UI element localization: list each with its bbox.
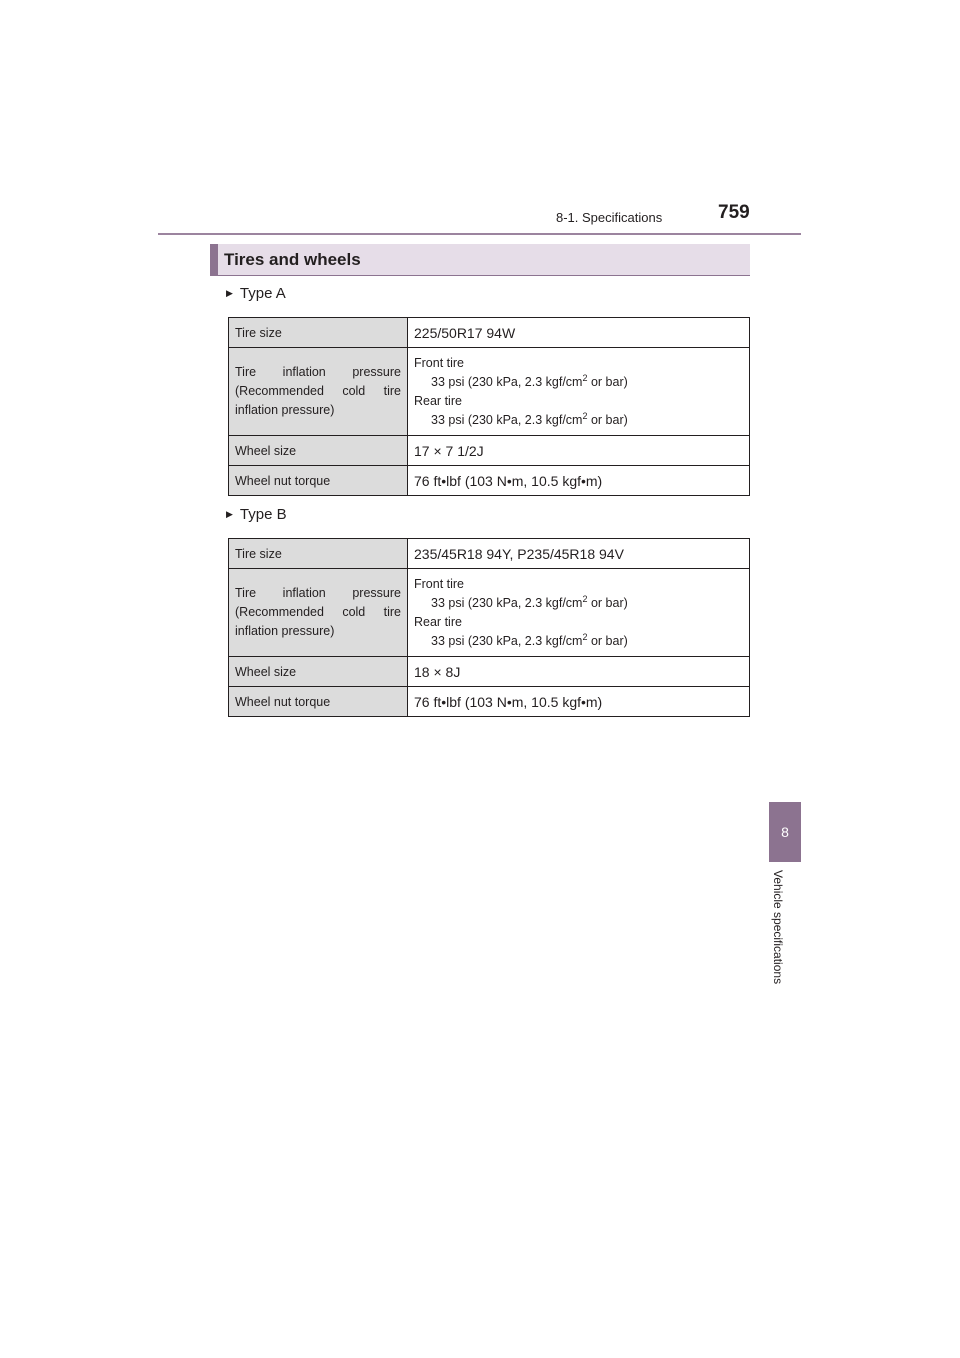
- section-title: Tires and wheels: [224, 249, 361, 269]
- pressure-value-cell: [408, 569, 750, 657]
- type-b-heading: [226, 506, 287, 523]
- section-heading: [210, 244, 750, 275]
- wheel-size-label: Wheel size: [229, 436, 408, 466]
- type-b-spec-table: [228, 538, 750, 717]
- chapter-tab: [769, 802, 801, 862]
- table-row: [229, 687, 750, 717]
- wheel-size-value: 18 × 8J: [408, 657, 750, 687]
- pressure-label-cell: [229, 348, 408, 436]
- triangle-right-icon: ▶: [226, 288, 233, 298]
- wheel-size-value: 17 × 7 1/2J: [408, 436, 750, 466]
- pressure-label-cell: [229, 569, 408, 657]
- chapter-title: Vehicle specifications: [771, 870, 785, 985]
- front-tire-pressure: 33 psi (230 kPa, 2.3 kgf/$cm^2$ or bar): [431, 593, 628, 610]
- front-tire-label: Front tire: [414, 576, 465, 591]
- tire-size-value: 235/45R18 94Y, P235/45R18 94V: [408, 539, 750, 569]
- table-row: [229, 348, 750, 436]
- wheel-nut-torque-label: Wheel nut torque: [229, 687, 408, 717]
- type-b-label: Type B: [239, 506, 287, 523]
- tire-size-label: Tire size: [229, 539, 408, 569]
- wheel-nut-torque-value: 76 ft•lbf (103 N•m, 10.5 kgf•m): [408, 687, 750, 717]
- running-header-section: 8-1. Specifications: [556, 210, 663, 225]
- wheel-size-label: Wheel size: [229, 657, 408, 687]
- table-row: [229, 436, 750, 466]
- wheel-nut-torque-label: Wheel nut torque: [229, 466, 408, 496]
- front-tire-pressure: 33 psi (230 kPa, 2.3 kgf/$cm^2$ or bar): [431, 372, 628, 389]
- header-divider: [158, 233, 801, 235]
- table-row: [229, 657, 750, 687]
- pressure-value-cell: [408, 348, 750, 436]
- rear-tire-label: Rear tire: [414, 614, 462, 629]
- rear-tire-pressure: 33 psi (230 kPa, 2.3 kgf/$cm^2$ or bar): [431, 631, 628, 648]
- triangle-right-icon: ▶: [226, 509, 233, 519]
- type-a-label: Type A: [239, 285, 286, 302]
- rear-tire-pressure: 33 psi (230 kPa, 2.3 kgf/$cm^2$ or bar): [431, 410, 628, 427]
- front-tire-label: Front tire: [414, 355, 465, 370]
- table-row: [229, 466, 750, 496]
- table-row: [229, 569, 750, 657]
- wheel-nut-torque-value: 76 ft•lbf (103 N•m, 10.5 kgf•m): [408, 466, 750, 496]
- pressure-label: Tire inflation pressure (Recommended cold tire inflation pressure): [235, 586, 401, 638]
- type-a-spec-table: [228, 317, 750, 496]
- chapter-number: 8: [781, 824, 789, 840]
- table-row: [229, 539, 750, 569]
- page-number: 759: [718, 202, 750, 223]
- table-row: [229, 318, 750, 348]
- type-a-heading: [226, 285, 286, 302]
- rear-tire-label: Rear tire: [414, 393, 462, 408]
- tire-size-value: 225/50R17 94W: [408, 318, 750, 348]
- pressure-label: Tire inflation pressure (Recommended cold tire inflation pressure): [235, 365, 401, 417]
- tire-size-label: Tire size: [229, 318, 408, 348]
